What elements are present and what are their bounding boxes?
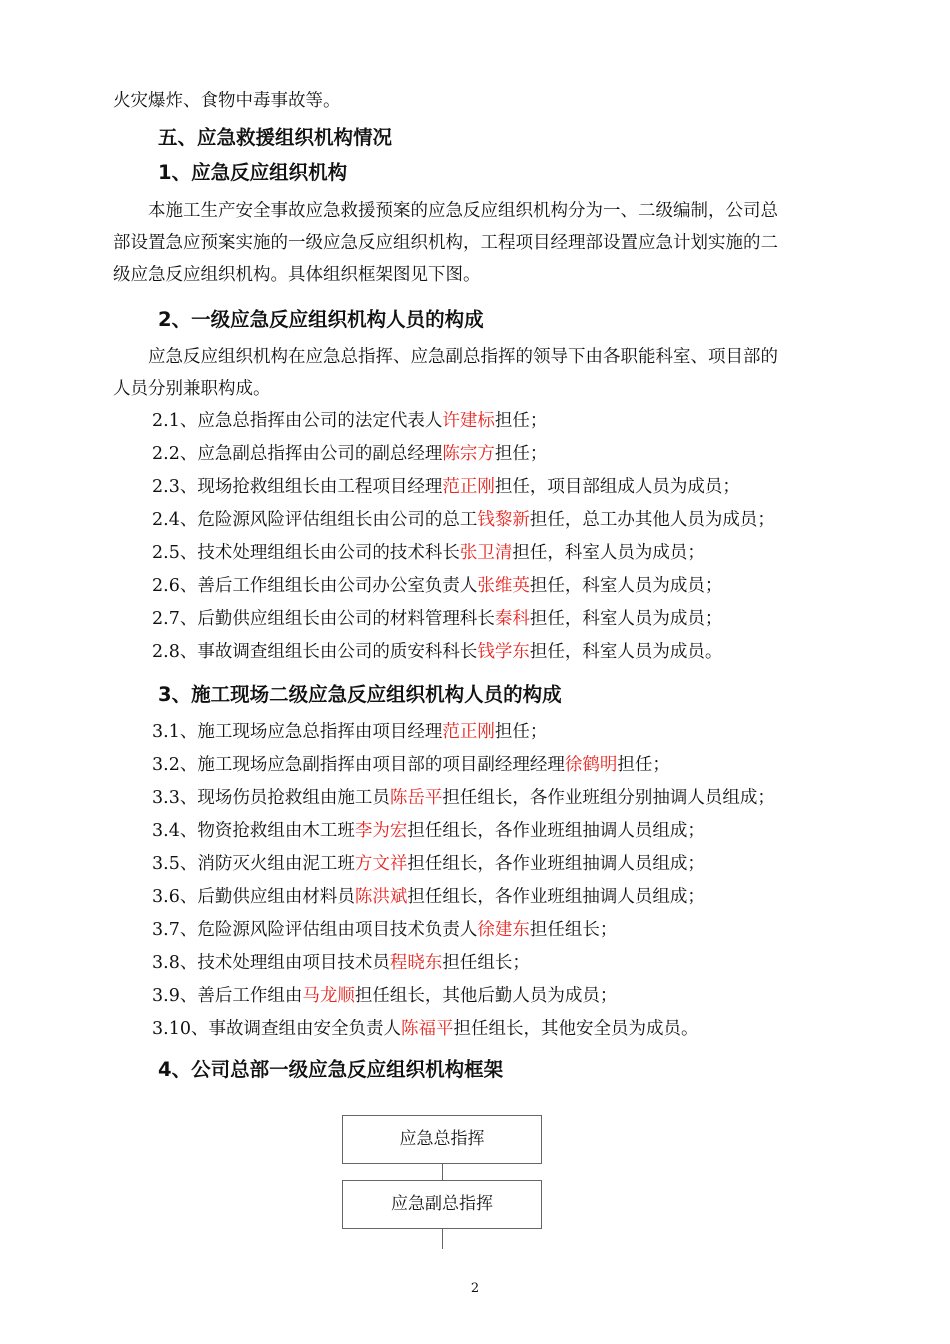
item-text: 2.5、技术处理组组长由公司的技术科长 [152, 543, 460, 563]
paragraph-line: 级应急反应组织机构。具体组织框架图见下图。 [113, 265, 481, 285]
person-name: 李为宏 [354, 821, 408, 841]
item-text: 2.8、事故调查组组长由公司的质安科科长 [152, 642, 478, 662]
list-item [152, 851, 705, 877]
section5-heading: 五、应急救援组织机构情况 [158, 126, 393, 149]
list-item [152, 639, 722, 665]
item-text: 3.5、消防灭火组由泥工班 [152, 854, 355, 874]
item-text: 3.10、事故调查组由安全负责人 [152, 1019, 401, 1039]
org-box-commander: 应急总指挥 [342, 1115, 542, 1164]
list-item [152, 785, 775, 811]
person-name: 陈宗方 [442, 444, 495, 464]
item-text: 担任，总工办其他人员为成员； [529, 510, 775, 530]
item-text: 担任组长，其他安全员为成员。 [453, 1019, 699, 1039]
person-name: 范正刚 [442, 722, 495, 742]
subsection1-heading: 1、应急反应组织机构 [158, 161, 348, 184]
list-item [152, 540, 705, 566]
item-text: 3.1、施工现场应急总指挥由项目经理 [152, 722, 443, 742]
list-item [152, 950, 530, 976]
item-text: 担任； [617, 755, 670, 775]
item-text: 担任，科室人员为成员； [529, 609, 723, 629]
item-text: 担任，科室人员为成员； [512, 543, 705, 563]
item-text: 担任，科室人员为成员。 [529, 642, 723, 662]
paragraph-line: 部设置急应预案实施的一级应急反应组织机构，工程项目经理部设置应急计划实施的二 [113, 233, 778, 253]
person-name: 范正刚 [442, 477, 495, 497]
person-name: 秦科 [494, 609, 530, 629]
person-name: 程晓东 [389, 953, 443, 973]
item-text: 担任，项目部组成人员为成员； [494, 477, 740, 497]
subsection3-heading: 3、施工现场二级应急反应组织机构人员的构成 [158, 683, 562, 706]
subsection2-heading: 2、一级应急反应组织机构人员的构成 [158, 308, 484, 331]
list-item [152, 441, 547, 467]
connector-line [442, 1164, 443, 1180]
paragraph-line: 人员分别兼职构成。 [113, 379, 271, 399]
list-item [152, 752, 670, 778]
person-name: 张卫清 [459, 543, 513, 563]
item-text: 担任； [494, 411, 548, 431]
intro-tail-text: 火灾爆炸、食物中毒事故等。 [113, 91, 341, 111]
item-text: 3.6、后勤供应组由材料员 [152, 887, 355, 907]
item-text: 3.7、危险源风险评估组由项目技术负责人 [152, 920, 478, 940]
page-number: 2 [470, 1281, 480, 1296]
person-name: 马龙顺 [302, 986, 355, 1006]
item-text: 3.3、现场伤员抢救组由施工员 [152, 788, 390, 808]
list-item [152, 606, 722, 632]
person-name: 徐建东 [477, 920, 530, 940]
list-item [152, 408, 547, 434]
item-text: 3.4、物资抢救组由木工班 [152, 821, 355, 841]
item-text: 担任组长； [442, 953, 530, 973]
person-name: 许建标 [442, 411, 495, 431]
item-text: 2.6、善后工作组组长由公司办公室负责人 [152, 576, 478, 596]
connector-line [442, 1229, 443, 1249]
person-name: 张维英 [477, 576, 530, 596]
person-name: 徐鹤明 [564, 755, 618, 775]
item-text: 担任组长，其他后勤人员为成员； [354, 986, 618, 1006]
item-text: 担任组长，各作业班组抽调人员组成； [407, 821, 705, 841]
list-item [152, 818, 705, 844]
person-name: 陈洪斌 [354, 887, 408, 907]
list-item [152, 917, 617, 943]
item-text: 2.3、现场抢救组组长由工程项目经理 [152, 477, 443, 497]
item-text: 2.2、应急副总指挥由公司的副总经理 [152, 444, 443, 464]
item-text: 3.9、善后工作组由 [152, 986, 303, 1006]
list-item [152, 573, 722, 599]
list-item [152, 507, 775, 533]
item-text: 担任； [494, 444, 548, 464]
item-text: 3.8、技术处理组由项目技术员 [152, 953, 390, 973]
item-text: 担任组长，各作业班组分别抽调人员组成； [442, 788, 775, 808]
paragraph-line: 应急反应组织机构在应急总指挥、应急副总指挥的领导下由各职能科室、项目部的 [148, 347, 778, 367]
person-name: 方文祥 [354, 854, 408, 874]
item-text: 3.2、施工现场应急副指挥由项目部的项目副经理经理 [152, 755, 565, 775]
item-text: 担任； [494, 722, 548, 742]
item-text: 2.7、后勤供应组组长由公司的材料管理科长 [152, 609, 495, 629]
list-item [152, 719, 547, 745]
paragraph-line: 本施工生产安全事故应急救援预案的应急反应组织机构分为一、二级编制，公司总 [148, 201, 778, 221]
item-text: 担任组长，各作业班组抽调人员组成； [407, 854, 705, 874]
list-item [152, 884, 705, 910]
item-text: 担任组长； [529, 920, 618, 940]
org-box-deputy-commander: 应急副总指挥 [342, 1180, 542, 1229]
person-name: 陈福平 [400, 1019, 454, 1039]
item-text: 担任，科室人员为成员； [529, 576, 723, 596]
item-text: 2.4、危险源风险评估组组长由公司的总工 [152, 510, 478, 530]
list-item [152, 983, 617, 1009]
person-name: 钱黎新 [477, 510, 530, 530]
person-name: 陈岳平 [389, 788, 443, 808]
item-text: 2.1、应急总指挥由公司的法定代表人 [152, 411, 443, 431]
list-item [152, 474, 740, 500]
list-item [152, 1016, 698, 1042]
item-text: 担任组长，各作业班组抽调人员组成； [407, 887, 705, 907]
subsection4-heading: 4、公司总部一级应急反应组织机构框架 [158, 1058, 504, 1081]
person-name: 钱学东 [477, 642, 530, 662]
